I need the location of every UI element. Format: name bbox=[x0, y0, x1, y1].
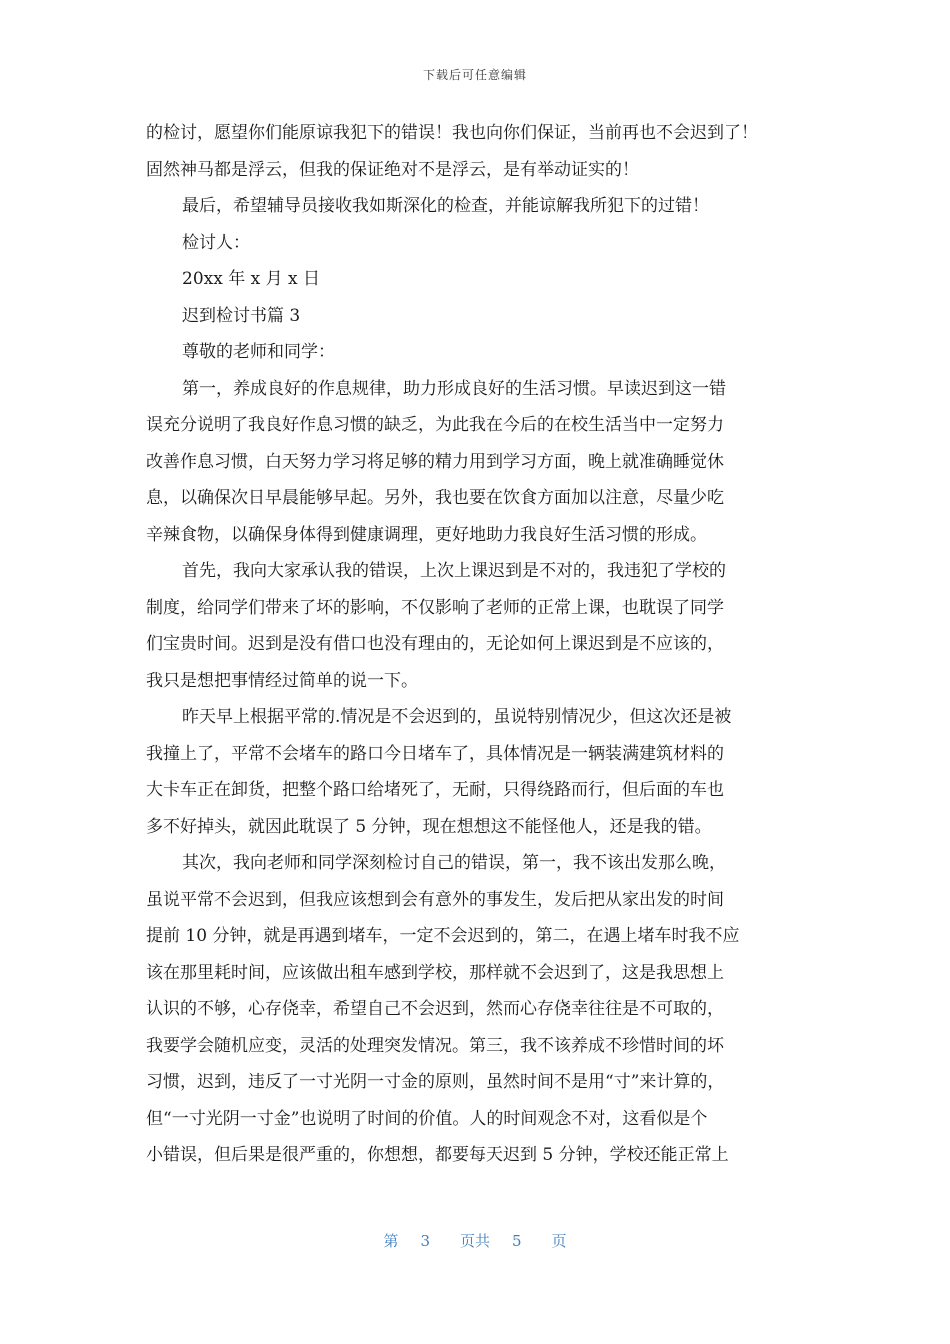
body-line: 迟到检讨书篇 3 bbox=[182, 305, 301, 326]
body-line: 提前 10 分钟，就是再遇到堵车，一定不会迟到的，第二，在遇上堵车时我不应 bbox=[146, 926, 740, 946]
body-line: 但“一寸光阴一寸金”也说明了时间的价值。人的时间观念不对，这看似是个 bbox=[146, 1108, 708, 1129]
page-footer bbox=[0, 1230, 950, 1251]
footer-suffix: 页 bbox=[551, 1232, 567, 1250]
body-line: 习惯，迟到，违反了一寸光阴一寸金的原则，虽然时间不是用“寸”来计算的， bbox=[146, 1072, 725, 1092]
body-line: 首先，我向大家承认我的错误，上次上课迟到是不对的，我违犯了学校的 bbox=[182, 561, 726, 581]
body-line: 固然神马都是浮云，但我的保证绝对不是浮云，是有举动证实的！ bbox=[146, 159, 639, 180]
body-line: 认识的不够，心存侥幸，希望自己不会迟到，然而心存侥幸往往是不可取的， bbox=[146, 999, 724, 1019]
body-line: 该在那里耗时间，应该做出租车感到学校，那样就不会迟到了，这是我思想上 bbox=[146, 962, 724, 983]
body-line: 们宝贵时间。迟到是没有借口也没有理由的，无论如何上课迟到是不应该的， bbox=[146, 634, 724, 654]
page-header-note: 下载后可任意编辑 bbox=[422, 68, 527, 82]
body-line: 虽说平常不会迟到，但我应该想到会有意外的事发生，发后把从家出发的时间 bbox=[146, 889, 724, 910]
body-line: 其次，我向老师和同学深刻检讨自己的错误，第一，我不该出发那么晚， bbox=[182, 853, 726, 873]
footer-middle: 页共 bbox=[459, 1232, 490, 1250]
body-line: 最后，希望辅导员接收我如斯深化的检查，并能谅解我所犯下的过错！ bbox=[182, 196, 709, 216]
body-line: 改善作息习惯，白天努力学习将足够的精力用到学习方面，晚上就准确睡觉休 bbox=[146, 451, 724, 472]
body-line: 息，以确保次日早晨能够早起。另外，我也要在饮食方面加以注意，尽量少吃 bbox=[146, 488, 724, 508]
body-line: 我只是想把事情经过简单的说一下。 bbox=[146, 670, 418, 691]
body-line: 昨天早上根据平常的.情况是不会迟到的，虽说特别情况少，但这次还是被 bbox=[182, 707, 732, 727]
document-body bbox=[146, 115, 812, 1174]
body-line: 第一，养成良好的作息规律，助力形成良好的生活习惯。早读迟到这一错 bbox=[182, 378, 726, 399]
body-line: 小错误，但后果是很严重的，你想想，都要每天迟到 5 分钟，学校还能正常上 bbox=[146, 1145, 729, 1165]
body-line: 多不好掉头，就因此耽误了 5 分钟，现在想想这不能怪他人，还是我的错。 bbox=[146, 816, 712, 837]
body-line: 20xx 年 x 月 x 日 bbox=[182, 269, 321, 289]
body-line: 的检讨，愿望你们能原谅我犯下的错误！我也向你们保证，当前再也不会迟到了！ bbox=[146, 123, 758, 143]
footer-total-pages: 5 bbox=[512, 1232, 522, 1250]
body-line: 制度，给同学们带来了坏的影响，不仅影响了老师的正常上课，也耽误了同学 bbox=[146, 597, 724, 618]
body-line: 误充分说明了我良好作息习惯的缺乏，为此我在今后的在校生活当中一定努力 bbox=[146, 415, 724, 435]
footer-prefix: 第 bbox=[383, 1232, 399, 1250]
body-line: 尊敬的老师和同学： bbox=[182, 342, 335, 362]
body-line: 辛辣食物，以确保身体得到健康调理，更好地助力我良好生活习惯的形成。 bbox=[146, 524, 707, 545]
body-line: 我要学会随机应变，灵活的处理突发情况。第三，我不该养成不珍惜时间的坏 bbox=[146, 1035, 724, 1056]
body-line: 我撞上了，平常不会堵车的路口今日堵车了，具体情况是一辆装满建筑材料的 bbox=[146, 743, 724, 764]
body-line: 大卡车正在卸货，把整个路口给堵死了，无耐，只得绕路而行，但后面的车也 bbox=[146, 780, 724, 800]
body-line: 检讨人： bbox=[182, 232, 250, 253]
footer-current-page: 3 bbox=[420, 1232, 430, 1250]
